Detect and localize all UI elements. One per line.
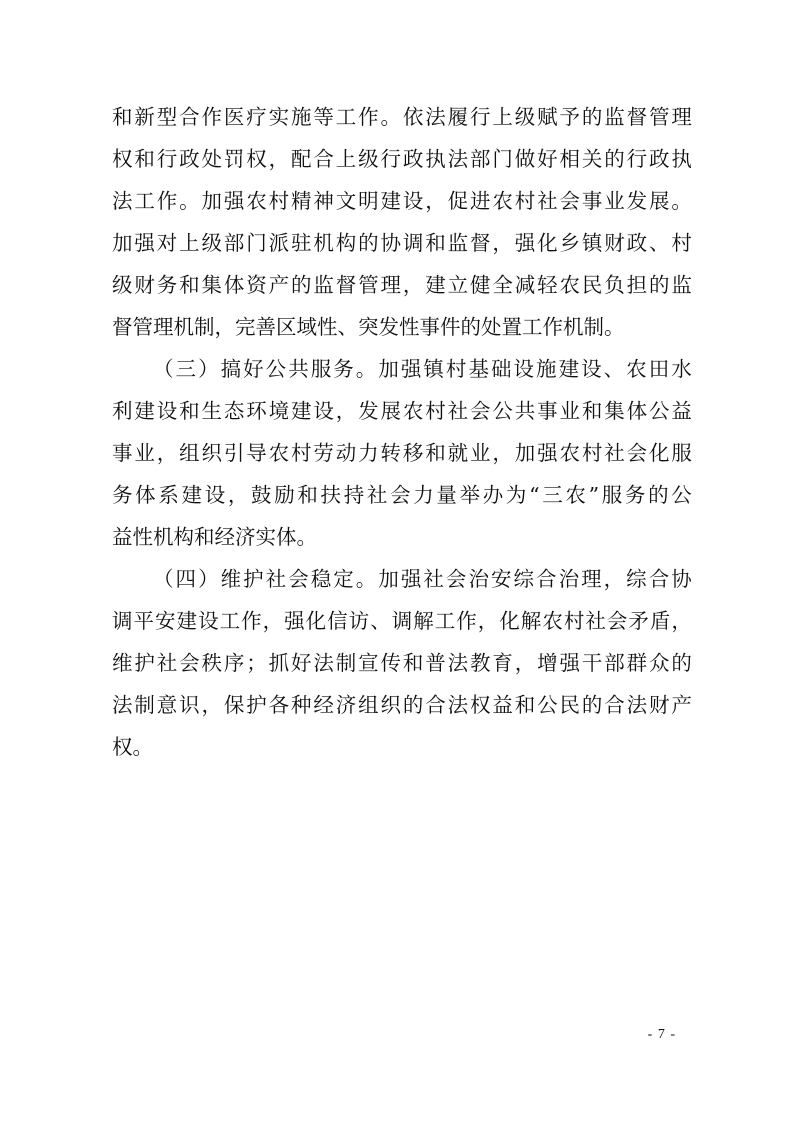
text-line: 益 性 机 构 和 经 济 实 体 。: [112, 525, 317, 549]
text-line: 调 平 安 建 设 工 作 ， 强 化 信 访 、 调 解 工 作 ， 化 解 农 村 社 会 矛 盾 ，: [112, 609, 692, 633]
text-line: 务 体 系 建 设 ， 鼓 励 和 扶 持 社 会 力 量 举 办 为 “ 三 农 ” 服 务 的 公: [112, 483, 692, 507]
text-line: 加 强 对 上 级 部 门 派 驻 机 构 的 协 调 和 监 督 ， 强 化 乡 镇 财 政 、 村: [112, 231, 692, 255]
text-line: 法 工 作 。 加 强 农 村 精 神 文 明 建 设 ， 促 进 农 村 社 会 事 业 发 展 。: [112, 189, 692, 213]
paragraph-heading-line: （ 四 ） 维 护 社 会 稳 定 。 加 强 社 会 治 安 综 合 治 理 ， 综 合 协: [153, 567, 692, 591]
text-line: 维 护 社 会 秩 序 ； 抓 好 法 制 宣 传 和 普 法 教 育 ， 增 强 干 部 群 众 的: [112, 651, 692, 675]
text-line: 级 财 务 和 集 体 资 产 的 监 督 管 理 ， 建 立 健 全 减 轻 农 民 负 担 的 监: [112, 273, 692, 297]
text-line: 法 制 意 识 ， 保 护 各 种 经 济 组 织 的 合 法 权 益 和 公 民 的 合 法 财 产: [112, 693, 692, 717]
body-text: [112, 96, 692, 768]
page-number: - 7 -: [647, 1027, 676, 1042]
text-line: 利 建 设 和 生 态 环 境 建 设 ， 发 展 农 村 社 会 公 共 事 业 和 集 体 公 益: [112, 399, 692, 423]
text-line: 权 。: [112, 735, 153, 759]
text-line: 事 业 ， 组 织 引 导 农 村 劳 动 力 转 移 和 就 业 ， 加 强 农 村 社 会 化 服: [112, 441, 692, 465]
text-line: 权 和 行 政 处 罚 权 ， 配 合 上 级 行 政 执 法 部 门 做 好 相 关 的 行 政 执: [112, 147, 692, 171]
text-line: 和 新 型 合 作 医 疗 实 施 等 工 作 。 依 法 履 行 上 级 赋 予 的 监 督 管 理: [112, 105, 692, 129]
paragraph-heading-line: （ 三 ） 搞 好 公 共 服 务 。 加 强 镇 村 基 础 设 施 建 设 、 农 田 水: [153, 357, 692, 381]
text-line: 督 管 理 机 制 ， 完 善 区 域 性 、 突 发 性 事 件 的 处 置 工 作 机 制 。: [112, 315, 625, 339]
